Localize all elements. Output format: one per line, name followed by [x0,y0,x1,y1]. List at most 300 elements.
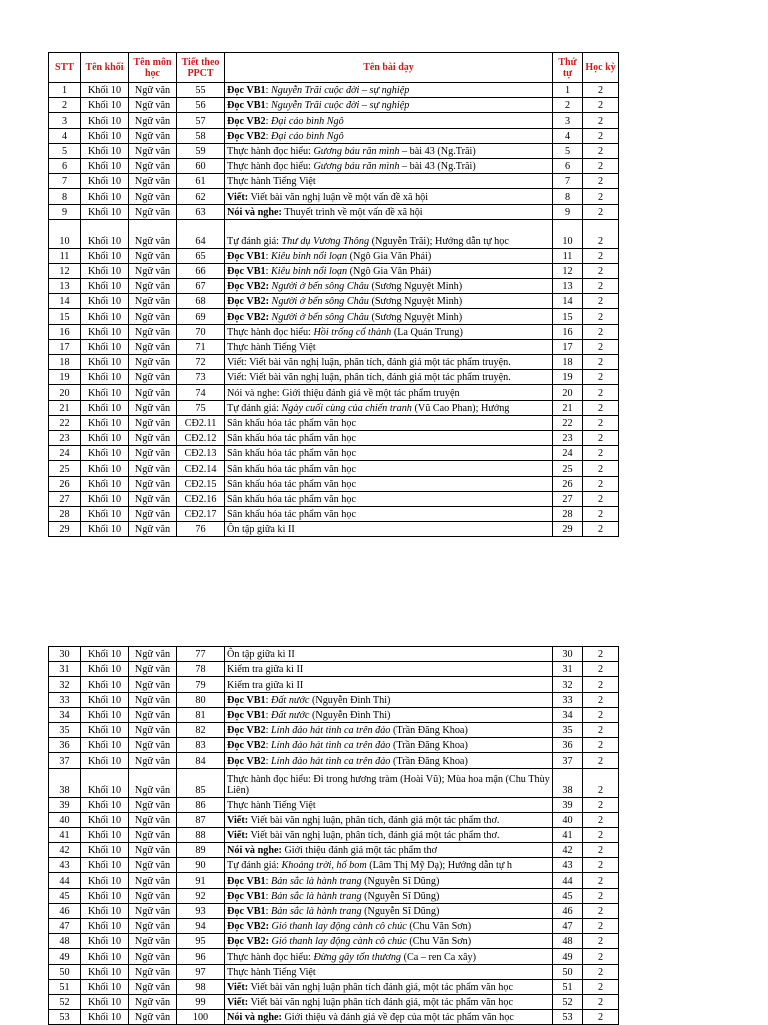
cell-stt[interactable]: 34 [49,707,81,722]
cell-thu-tu[interactable]: 14 [553,294,583,309]
cell-thu-tu[interactable]: 8 [553,189,583,204]
cell-khoi[interactable]: Khối 10 [81,827,129,842]
cell-thu-tu[interactable]: 32 [553,677,583,692]
cell-bai[interactable] [225,98,553,113]
cell-tiet[interactable]: 75 [177,400,225,415]
cell-bai[interactable] [225,355,553,370]
cell-khoi[interactable]: Khối 10 [81,219,129,248]
cell-tiet[interactable]: 83 [177,738,225,753]
cell-khoi[interactable]: Khối 10 [81,522,129,537]
cell-hoc-ky[interactable]: 2 [583,158,619,173]
cell-khoi[interactable]: Khối 10 [81,98,129,113]
cell-khoi[interactable]: Khối 10 [81,158,129,173]
cell-stt[interactable]: 44 [49,873,81,888]
cell-mon[interactable]: Ngữ văn [129,491,177,506]
cell-tiet[interactable]: 72 [177,355,225,370]
cell-khoi[interactable]: Khối 10 [81,415,129,430]
cell-khoi[interactable]: Khối 10 [81,189,129,204]
cell-stt[interactable]: 1 [49,83,81,98]
cell-hoc-ky[interactable]: 2 [583,888,619,903]
cell-mon[interactable]: Ngữ văn [129,113,177,128]
cell-khoi[interactable]: Khối 10 [81,692,129,707]
cell-thu-tu[interactable]: 23 [553,430,583,445]
cell-thu-tu[interactable]: 16 [553,324,583,339]
cell-hoc-ky[interactable]: 2 [583,753,619,768]
cell-thu-tu[interactable]: 35 [553,722,583,737]
cell-khoi[interactable]: Khối 10 [81,279,129,294]
cell-stt[interactable]: 16 [49,324,81,339]
cell-bai[interactable] [225,400,553,415]
cell-bai[interactable] [225,174,553,189]
cell-stt[interactable]: 4 [49,128,81,143]
cell-mon[interactable]: Ngữ văn [129,355,177,370]
cell-bai[interactable] [225,204,553,219]
cell-stt[interactable]: 18 [49,355,81,370]
cell-tiet[interactable]: CĐ2.14 [177,461,225,476]
cell-bai[interactable] [225,158,553,173]
cell-mon[interactable]: Ngữ văn [129,934,177,949]
cell-hoc-ky[interactable]: 2 [583,446,619,461]
cell-mon[interactable]: Ngữ văn [129,415,177,430]
cell-mon[interactable]: Ngữ văn [129,738,177,753]
cell-tiet[interactable]: 94 [177,919,225,934]
cell-bai[interactable] [225,128,553,143]
cell-tiet[interactable]: 92 [177,888,225,903]
cell-khoi[interactable]: Khối 10 [81,964,129,979]
cell-khoi[interactable]: Khối 10 [81,919,129,934]
cell-thu-tu[interactable]: 19 [553,370,583,385]
cell-tiet[interactable]: 67 [177,279,225,294]
cell-bai[interactable] [225,827,553,842]
cell-thu-tu[interactable]: 17 [553,339,583,354]
cell-thu-tu[interactable]: 13 [553,279,583,294]
cell-hoc-ky[interactable]: 2 [583,994,619,1009]
cell-khoi[interactable]: Khối 10 [81,994,129,1009]
cell-thu-tu[interactable]: 15 [553,309,583,324]
cell-thu-tu[interactable]: 2 [553,98,583,113]
cell-tiet[interactable]: 68 [177,294,225,309]
cell-tiet[interactable]: 95 [177,934,225,949]
cell-hoc-ky[interactable]: 2 [583,662,619,677]
cell-tiet[interactable]: 99 [177,994,225,1009]
cell-stt[interactable]: 26 [49,476,81,491]
cell-mon[interactable]: Ngữ văn [129,324,177,339]
cell-tiet[interactable]: 74 [177,385,225,400]
cell-stt[interactable]: 3 [49,113,81,128]
cell-hoc-ky[interactable]: 2 [583,919,619,934]
cell-tiet[interactable]: 55 [177,83,225,98]
cell-khoi[interactable]: Khối 10 [81,370,129,385]
cell-mon[interactable]: Ngữ văn [129,83,177,98]
cell-mon[interactable]: Ngữ văn [129,647,177,662]
cell-thu-tu[interactable]: 53 [553,1010,583,1025]
cell-stt[interactable]: 32 [49,677,81,692]
cell-hoc-ky[interactable]: 2 [583,707,619,722]
cell-stt[interactable]: 21 [49,400,81,415]
cell-tiet[interactable]: 65 [177,248,225,263]
cell-tiet[interactable]: 56 [177,98,225,113]
cell-mon[interactable]: Ngữ văn [129,128,177,143]
cell-tiet[interactable]: 66 [177,263,225,278]
cell-stt[interactable]: 24 [49,446,81,461]
cell-khoi[interactable]: Khối 10 [81,768,129,797]
cell-mon[interactable]: Ngữ văn [129,98,177,113]
cell-tiet[interactable]: 64 [177,219,225,248]
cell-stt[interactable]: 8 [49,189,81,204]
cell-tiet[interactable]: 71 [177,339,225,354]
cell-stt[interactable]: 52 [49,994,81,1009]
cell-khoi[interactable]: Khối 10 [81,476,129,491]
cell-hoc-ky[interactable]: 2 [583,491,619,506]
cell-tiet[interactable]: 63 [177,204,225,219]
cell-mon[interactable]: Ngữ văn [129,843,177,858]
cell-mon[interactable]: Ngữ văn [129,446,177,461]
cell-thu-tu[interactable]: 34 [553,707,583,722]
cell-bai[interactable] [225,189,553,204]
cell-mon[interactable]: Ngữ văn [129,662,177,677]
cell-khoi[interactable]: Khối 10 [81,949,129,964]
cell-hoc-ky[interactable]: 2 [583,113,619,128]
cell-tiet[interactable]: 69 [177,309,225,324]
cell-thu-tu[interactable]: 3 [553,113,583,128]
cell-thu-tu[interactable]: 29 [553,522,583,537]
cell-hoc-ky[interactable]: 2 [583,174,619,189]
cell-tiet[interactable]: 80 [177,692,225,707]
cell-thu-tu[interactable]: 50 [553,964,583,979]
cell-hoc-ky[interactable]: 2 [583,812,619,827]
cell-bai[interactable] [225,506,553,521]
cell-hoc-ky[interactable]: 2 [583,263,619,278]
cell-hoc-ky[interactable]: 2 [583,400,619,415]
cell-tiet[interactable]: 70 [177,324,225,339]
cell-bai[interactable] [225,647,553,662]
cell-bai[interactable] [225,309,553,324]
cell-thu-tu[interactable]: 27 [553,491,583,506]
cell-mon[interactable]: Ngữ văn [129,812,177,827]
cell-stt[interactable]: 39 [49,797,81,812]
cell-bai[interactable] [225,263,553,278]
cell-stt[interactable]: 28 [49,506,81,521]
cell-hoc-ky[interactable]: 2 [583,738,619,753]
cell-thu-tu[interactable]: 37 [553,753,583,768]
cell-thu-tu[interactable]: 39 [553,797,583,812]
cell-tiet[interactable]: CĐ2.15 [177,476,225,491]
cell-mon[interactable]: Ngữ văn [129,461,177,476]
cell-khoi[interactable]: Khối 10 [81,430,129,445]
cell-thu-tu[interactable]: 1 [553,83,583,98]
cell-stt[interactable]: 6 [49,158,81,173]
cell-stt[interactable]: 29 [49,522,81,537]
cell-bai[interactable] [225,738,553,753]
cell-thu-tu[interactable]: 41 [553,827,583,842]
cell-mon[interactable]: Ngữ văn [129,873,177,888]
cell-stt[interactable]: 37 [49,753,81,768]
cell-mon[interactable]: Ngữ văn [129,677,177,692]
cell-thu-tu[interactable]: 48 [553,934,583,949]
cell-stt[interactable]: 17 [49,339,81,354]
cell-mon[interactable]: Ngữ văn [129,279,177,294]
cell-thu-tu[interactable]: 51 [553,979,583,994]
cell-tiet[interactable]: 60 [177,158,225,173]
cell-hoc-ky[interactable]: 2 [583,143,619,158]
cell-khoi[interactable]: Khối 10 [81,873,129,888]
cell-hoc-ky[interactable]: 2 [583,873,619,888]
cell-khoi[interactable]: Khối 10 [81,934,129,949]
cell-tiet[interactable]: 89 [177,843,225,858]
cell-bai[interactable] [225,919,553,934]
cell-thu-tu[interactable]: 33 [553,692,583,707]
cell-tiet[interactable]: 76 [177,522,225,537]
cell-tiet[interactable]: 98 [177,979,225,994]
cell-hoc-ky[interactable]: 2 [583,964,619,979]
cell-thu-tu[interactable]: 43 [553,858,583,873]
cell-bai[interactable] [225,339,553,354]
cell-mon[interactable]: Ngữ văn [129,768,177,797]
cell-stt[interactable]: 53 [49,1010,81,1025]
cell-tiet[interactable]: 62 [177,189,225,204]
cell-bai[interactable] [225,964,553,979]
cell-thu-tu[interactable]: 49 [553,949,583,964]
cell-bai[interactable] [225,858,553,873]
cell-thu-tu[interactable]: 38 [553,768,583,797]
cell-thu-tu[interactable]: 52 [553,994,583,1009]
cell-khoi[interactable]: Khối 10 [81,888,129,903]
cell-bai[interactable] [225,83,553,98]
cell-bai[interactable] [225,219,553,248]
cell-tiet[interactable]: CĐ2.11 [177,415,225,430]
cell-hoc-ky[interactable]: 2 [583,98,619,113]
cell-stt[interactable]: 50 [49,964,81,979]
cell-tiet[interactable]: 90 [177,858,225,873]
cell-stt[interactable]: 38 [49,768,81,797]
cell-thu-tu[interactable]: 36 [553,738,583,753]
cell-khoi[interactable]: Khối 10 [81,461,129,476]
cell-mon[interactable]: Ngữ văn [129,309,177,324]
cell-hoc-ky[interactable]: 2 [583,934,619,949]
cell-stt[interactable]: 20 [49,385,81,400]
cell-khoi[interactable]: Khối 10 [81,143,129,158]
cell-mon[interactable]: Ngữ văn [129,263,177,278]
cell-tiet[interactable]: 84 [177,753,225,768]
cell-thu-tu[interactable]: 21 [553,400,583,415]
cell-thu-tu[interactable]: 18 [553,355,583,370]
cell-bai[interactable] [225,903,553,918]
cell-hoc-ky[interactable]: 2 [583,903,619,918]
cell-bai[interactable] [225,753,553,768]
cell-thu-tu[interactable]: 28 [553,506,583,521]
cell-thu-tu[interactable]: 11 [553,248,583,263]
cell-stt[interactable]: 10 [49,219,81,248]
cell-khoi[interactable]: Khối 10 [81,738,129,753]
cell-bai[interactable] [225,692,553,707]
cell-khoi[interactable]: Khối 10 [81,797,129,812]
cell-tiet[interactable]: 93 [177,903,225,918]
cell-stt[interactable]: 23 [49,430,81,445]
cell-stt[interactable]: 11 [49,248,81,263]
cell-khoi[interactable]: Khối 10 [81,324,129,339]
cell-mon[interactable]: Ngữ văn [129,158,177,173]
cell-hoc-ky[interactable]: 2 [583,506,619,521]
cell-bai[interactable] [225,385,553,400]
cell-stt[interactable]: 2 [49,98,81,113]
cell-khoi[interactable]: Khối 10 [81,113,129,128]
header-stt[interactable]: STT [49,53,81,83]
cell-mon[interactable]: Ngữ văn [129,964,177,979]
cell-bai[interactable] [225,843,553,858]
cell-hoc-ky[interactable]: 2 [583,309,619,324]
cell-bai[interactable] [225,994,553,1009]
cell-tiet[interactable]: 57 [177,113,225,128]
cell-tiet[interactable]: 81 [177,707,225,722]
cell-bai[interactable] [225,279,553,294]
cell-hoc-ky[interactable]: 2 [583,979,619,994]
cell-hoc-ky[interactable]: 2 [583,83,619,98]
cell-hoc-ky[interactable]: 2 [583,858,619,873]
cell-mon[interactable]: Ngữ văn [129,219,177,248]
cell-stt[interactable]: 36 [49,738,81,753]
cell-hoc-ky[interactable]: 2 [583,949,619,964]
cell-tiet[interactable]: CĐ2.12 [177,430,225,445]
cell-hoc-ky[interactable]: 2 [583,204,619,219]
cell-bai[interactable] [225,979,553,994]
cell-hoc-ky[interactable]: 2 [583,692,619,707]
cell-thu-tu[interactable]: 44 [553,873,583,888]
cell-bai[interactable] [225,768,553,797]
header-khoi[interactable]: Tên khối [81,53,129,83]
cell-thu-tu[interactable]: 22 [553,415,583,430]
cell-tiet[interactable]: 78 [177,662,225,677]
cell-bai[interactable] [225,113,553,128]
cell-bai[interactable] [225,446,553,461]
cell-hoc-ky[interactable]: 2 [583,189,619,204]
cell-tiet[interactable]: CĐ2.16 [177,491,225,506]
cell-tiet[interactable]: 100 [177,1010,225,1025]
cell-thu-tu[interactable]: 10 [553,219,583,248]
cell-tiet[interactable]: 85 [177,768,225,797]
cell-khoi[interactable]: Khối 10 [81,446,129,461]
cell-khoi[interactable]: Khối 10 [81,339,129,354]
cell-tiet[interactable]: 97 [177,964,225,979]
cell-khoi[interactable]: Khối 10 [81,128,129,143]
cell-stt[interactable]: 33 [49,692,81,707]
cell-mon[interactable]: Ngữ văn [129,400,177,415]
cell-tiet[interactable]: 96 [177,949,225,964]
cell-bai[interactable] [225,812,553,827]
cell-tiet[interactable]: 86 [177,797,225,812]
cell-mon[interactable]: Ngữ văn [129,919,177,934]
cell-mon[interactable]: Ngữ văn [129,174,177,189]
cell-hoc-ky[interactable]: 2 [583,461,619,476]
header-bai[interactable]: Tên bài dạy [225,53,553,83]
cell-tiet[interactable]: 59 [177,143,225,158]
cell-mon[interactable]: Ngữ văn [129,204,177,219]
cell-bai[interactable] [225,949,553,964]
cell-stt[interactable]: 30 [49,647,81,662]
cell-tiet[interactable]: 91 [177,873,225,888]
cell-mon[interactable]: Ngữ văn [129,722,177,737]
cell-mon[interactable]: Ngữ văn [129,506,177,521]
cell-khoi[interactable]: Khối 10 [81,1010,129,1025]
cell-bai[interactable] [225,797,553,812]
cell-khoi[interactable]: Khối 10 [81,722,129,737]
cell-khoi[interactable]: Khối 10 [81,843,129,858]
cell-thu-tu[interactable]: 26 [553,476,583,491]
cell-tiet[interactable]: 88 [177,827,225,842]
cell-hoc-ky[interactable]: 2 [583,248,619,263]
cell-khoi[interactable]: Khối 10 [81,677,129,692]
cell-bai[interactable] [225,294,553,309]
cell-bai[interactable] [225,248,553,263]
cell-stt[interactable]: 19 [49,370,81,385]
cell-stt[interactable]: 7 [49,174,81,189]
cell-tiet[interactable]: 77 [177,647,225,662]
cell-khoi[interactable]: Khối 10 [81,707,129,722]
cell-bai[interactable] [225,873,553,888]
cell-hoc-ky[interactable]: 2 [583,339,619,354]
cell-bai[interactable] [225,888,553,903]
cell-stt[interactable]: 5 [49,143,81,158]
cell-khoi[interactable]: Khối 10 [81,647,129,662]
cell-thu-tu[interactable]: 45 [553,888,583,903]
cell-mon[interactable]: Ngữ văn [129,753,177,768]
cell-bai[interactable] [225,415,553,430]
cell-stt[interactable]: 43 [49,858,81,873]
cell-mon[interactable]: Ngữ văn [129,522,177,537]
cell-bai[interactable] [225,430,553,445]
cell-mon[interactable]: Ngữ văn [129,858,177,873]
cell-tiet[interactable]: CĐ2.17 [177,506,225,521]
cell-mon[interactable]: Ngữ văn [129,888,177,903]
cell-hoc-ky[interactable]: 2 [583,128,619,143]
cell-stt[interactable]: 15 [49,309,81,324]
cell-mon[interactable]: Ngữ văn [129,430,177,445]
cell-hoc-ky[interactable]: 2 [583,294,619,309]
cell-hoc-ky[interactable]: 2 [583,647,619,662]
cell-hoc-ky[interactable]: 2 [583,219,619,248]
cell-hoc-ky[interactable]: 2 [583,279,619,294]
cell-stt[interactable]: 9 [49,204,81,219]
cell-thu-tu[interactable]: 6 [553,158,583,173]
cell-thu-tu[interactable]: 12 [553,263,583,278]
cell-stt[interactable]: 48 [49,934,81,949]
cell-khoi[interactable]: Khối 10 [81,979,129,994]
cell-tiet[interactable]: 79 [177,677,225,692]
cell-bai[interactable] [225,324,553,339]
cell-mon[interactable]: Ngữ văn [129,339,177,354]
cell-stt[interactable]: 45 [49,888,81,903]
cell-bai[interactable] [225,934,553,949]
cell-hoc-ky[interactable]: 2 [583,415,619,430]
cell-hoc-ky[interactable]: 2 [583,385,619,400]
cell-mon[interactable]: Ngữ văn [129,692,177,707]
cell-thu-tu[interactable]: 4 [553,128,583,143]
cell-bai[interactable] [225,662,553,677]
cell-hoc-ky[interactable]: 2 [583,522,619,537]
cell-stt[interactable]: 47 [49,919,81,934]
cell-thu-tu[interactable]: 25 [553,461,583,476]
cell-bai[interactable] [225,476,553,491]
cell-mon[interactable]: Ngữ văn [129,827,177,842]
cell-mon[interactable]: Ngữ văn [129,248,177,263]
cell-tiet[interactable]: 61 [177,174,225,189]
header-thu-tu[interactable]: Thứ tự [553,53,583,83]
cell-bai[interactable] [225,707,553,722]
cell-stt[interactable]: 35 [49,722,81,737]
cell-thu-tu[interactable]: 9 [553,204,583,219]
cell-tiet[interactable]: 58 [177,128,225,143]
cell-stt[interactable]: 41 [49,827,81,842]
cell-mon[interactable]: Ngữ văn [129,1010,177,1025]
